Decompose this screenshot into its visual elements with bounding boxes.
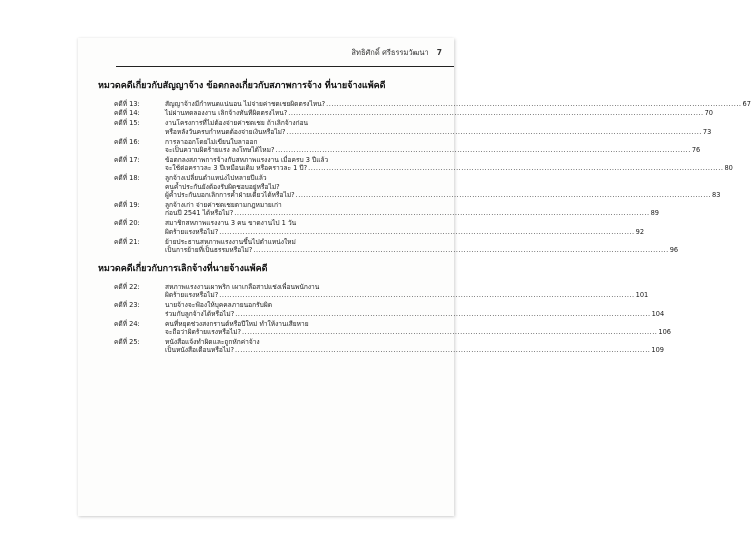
dot-leader: [308, 164, 723, 172]
case-number: คดีที่ 21:: [114, 237, 140, 246]
entry-text: ก่อนปี 2541 ได้หรือไม่?: [165, 209, 234, 218]
case-number: คดีที่ 15:: [114, 119, 140, 128]
case-number: คดีที่ 20:: [114, 219, 140, 228]
entry-text: ไม่ผ่านทดลองงาน เลิกจ้างทันทีผิดตรงไหน?: [165, 109, 288, 118]
entry-text: ลูกจ้างเก่า จ่ายค่าชดเชยตามกฎหมายเก่า: [165, 200, 282, 209]
dot-leader: [234, 209, 649, 217]
entry-page-number: 109: [651, 346, 664, 355]
entry-text: คนที่หยุดช่วงสงกรานต์หรือปีใหม่ ทำให้งานเสียหาย: [165, 319, 309, 328]
dot-leader: [242, 328, 657, 336]
author-name: สิทธิศักดิ์ ศรีธรรมวัฒนา: [351, 48, 429, 57]
entry-body: [165, 238, 678, 255]
entry-line: [165, 109, 713, 117]
entry-page-number: 106: [658, 327, 671, 336]
entry-body: [165, 338, 664, 355]
entry-line: [165, 219, 644, 227]
entry-text: หนังสือแจ้งทำผิดและถูกหักค่าจ้าง: [165, 337, 260, 346]
entry-line: [165, 238, 678, 246]
dot-leader: [287, 128, 702, 136]
toc-entry[interactable]: [114, 109, 713, 118]
toc-entry[interactable]: [114, 119, 712, 136]
entry-line: [165, 119, 711, 127]
entry-line: [165, 291, 648, 299]
section-entries: [114, 282, 671, 355]
entry-page-number: 73: [702, 127, 712, 136]
entry-page-number: 67: [742, 99, 751, 108]
case-number: คดีที่ 23:: [114, 301, 140, 310]
section-title: หมวดคดีเกี่ยวกับสัญญาจ้าง ข้อตกลงเกี่ยวกับสภาพการจ้าง ที่นายจ้างแพ้คดี: [98, 81, 386, 91]
entry-body: [165, 283, 648, 300]
entry-body: [165, 301, 664, 318]
entry-line: [165, 338, 664, 346]
page-number: 7: [436, 48, 442, 57]
toc-entry[interactable]: [114, 282, 649, 300]
entry-line: [165, 138, 700, 146]
entry-text: ผิดร้ายแรงหรือไม่?: [165, 291, 219, 300]
entry-body: [165, 320, 671, 337]
entry-body: [165, 219, 644, 236]
entry-page-number: 92: [635, 227, 645, 236]
case-number: คดีที่ 24:: [114, 319, 140, 328]
entry-text: ร่วมกับลูกจ้างได้หรือไม่?: [165, 309, 235, 318]
entry-text: นายจ้างจะฟ้องให้บุคคลภายนอกรับผิด: [165, 301, 272, 310]
entry-text: ผู้ค้ำประกันบอกเลิกการค้ำฝ่ายเดียวได้หรือไม่?: [165, 191, 295, 200]
section-title: หมวดคดีเกี่ยวกับการเลิกจ้างที่นายจ้างแพ้คดี: [98, 264, 268, 275]
entry-line: [165, 174, 720, 182]
entry-body: [165, 201, 659, 218]
entry-text: หรือหลังวันครบกำหนดต้องจ่ายเงินหรือไม่?: [165, 127, 286, 136]
entry-text: เป็นหนังสือเตือนหรือไม่?: [165, 346, 235, 355]
dot-leader: [219, 228, 634, 236]
entry-page-number: 89: [650, 209, 659, 218]
entry-line: [165, 310, 664, 318]
entry-text: การลาออกโดยไม่เขียนใบลาออก: [165, 137, 258, 146]
case-number: คดีที่ 14:: [114, 109, 140, 118]
dot-leader: [219, 291, 634, 299]
section-entries: [114, 99, 751, 255]
entry-text: สมาชิกสหภาพแรงงาน 3 คน ขาดงานไป 1 วัน: [165, 219, 297, 228]
case-number: คดีที่ 19:: [114, 200, 140, 209]
toc-entry[interactable]: [114, 137, 701, 155]
entry-page-number: 104: [651, 309, 665, 318]
entry-body: [165, 100, 751, 108]
entry-text: ย้ายประธานสหภาพแรงงานขึ้นไปตำแหน่งใหม่: [165, 237, 296, 246]
entry-page-number: 83: [712, 191, 721, 200]
entry-line: [165, 328, 671, 336]
entry-text: ข้อตกลงสภาพการจ้างกับสหภาพแรงงาน เมื่อครบ 3 ปีแล้ว: [165, 155, 329, 164]
entry-line: [165, 320, 671, 328]
entry-line: [165, 156, 733, 164]
toc-entry[interactable]: [114, 155, 733, 173]
table-of-contents: [98, 81, 751, 356]
entry-text: สัญญาจ้างมีกำหนดแน่นอน ไม่จ่ายค่าชดเชยผิดตรงไหน?: [165, 99, 326, 108]
case-number: คดีที่ 25:: [114, 337, 140, 346]
entry-line: [165, 191, 720, 199]
entry-body: [165, 174, 720, 199]
entry-line: [165, 100, 751, 108]
entry-body: [165, 156, 733, 173]
entry-page-number: 80: [724, 164, 733, 173]
case-number: คดีที่ 16:: [114, 137, 140, 146]
dot-leader: [275, 146, 690, 154]
entry-text: ลูกจ้างเปลี่ยนตำแหน่งไปหลายปีแล้ว: [165, 174, 267, 183]
entry-text: จะใช้ต่อคราวละ 3 ปีเหมือนเดิม หรือคราวละ 1 ปี?: [165, 164, 308, 173]
entry-page-number: 96: [669, 246, 679, 254]
case-number: คดีที่ 13:: [114, 99, 140, 108]
header-rule: [116, 66, 454, 67]
toc-entry[interactable]: [114, 99, 751, 108]
entry-body: [165, 119, 711, 136]
dot-leader: [253, 246, 668, 254]
dot-leader: [235, 346, 650, 354]
case-number: คดีที่ 17:: [114, 155, 140, 164]
entry-text: ผิดร้ายแรงหรือไม่?: [165, 227, 219, 236]
entry-text: เป็นการย้ายที่เป็นธรรมหรือไม่?: [165, 246, 253, 254]
entry-text: สหภาพแรงงานเผาพริก เผาเกลือสาปแช่งเพื่อนพนักงาน: [165, 282, 320, 291]
toc-entry[interactable]: [114, 301, 665, 318]
book-page: [78, 38, 751, 516]
toc-entry[interactable]: [114, 319, 671, 337]
dot-leader: [296, 191, 711, 199]
entry-page-number: 70: [704, 109, 713, 118]
entry-body: [165, 138, 700, 155]
entry-line: [165, 201, 659, 209]
entry-line: [165, 346, 664, 354]
entry-text: งานโครงการที่ไม่ต้องจ่ายค่าชดเชย ถ้าเลิกจ้างก่อน: [165, 119, 309, 128]
entry-line: [165, 209, 659, 217]
toc-entry[interactable]: [114, 219, 645, 236]
entry-body: [165, 109, 713, 117]
entry-text: คนค้ำประกันยังต้องรับผิดชอบอยู่หรือไม่?: [165, 182, 280, 191]
entry-page-number: 76: [691, 146, 701, 155]
entry-line: [165, 183, 720, 191]
entry-line: [165, 128, 711, 136]
entry-line: [165, 146, 700, 154]
dot-leader: [235, 310, 650, 318]
toc-entry[interactable]: [114, 337, 664, 355]
entry-line: [165, 301, 664, 309]
dot-leader: [326, 100, 741, 108]
entry-line: [165, 228, 644, 236]
entry-page-number: 101: [635, 291, 649, 300]
toc-entry[interactable]: [114, 174, 721, 200]
entry-line: [165, 246, 678, 254]
case-number: คดีที่ 18:: [114, 174, 140, 183]
entry-text: จะถือว่าผิดร้ายแรงหรือไม่?: [165, 327, 242, 336]
entry-text: จะเป็นความผิดร้ายแรง ลงโทษได้ไหม?: [165, 146, 275, 155]
entry-line: [165, 283, 648, 291]
toc-entry[interactable]: [114, 237, 679, 255]
toc-entry[interactable]: [114, 200, 659, 218]
dot-leader: [288, 109, 703, 117]
entry-line: [165, 164, 733, 172]
case-number: คดีที่ 22:: [114, 282, 140, 291]
running-header: [351, 47, 442, 59]
